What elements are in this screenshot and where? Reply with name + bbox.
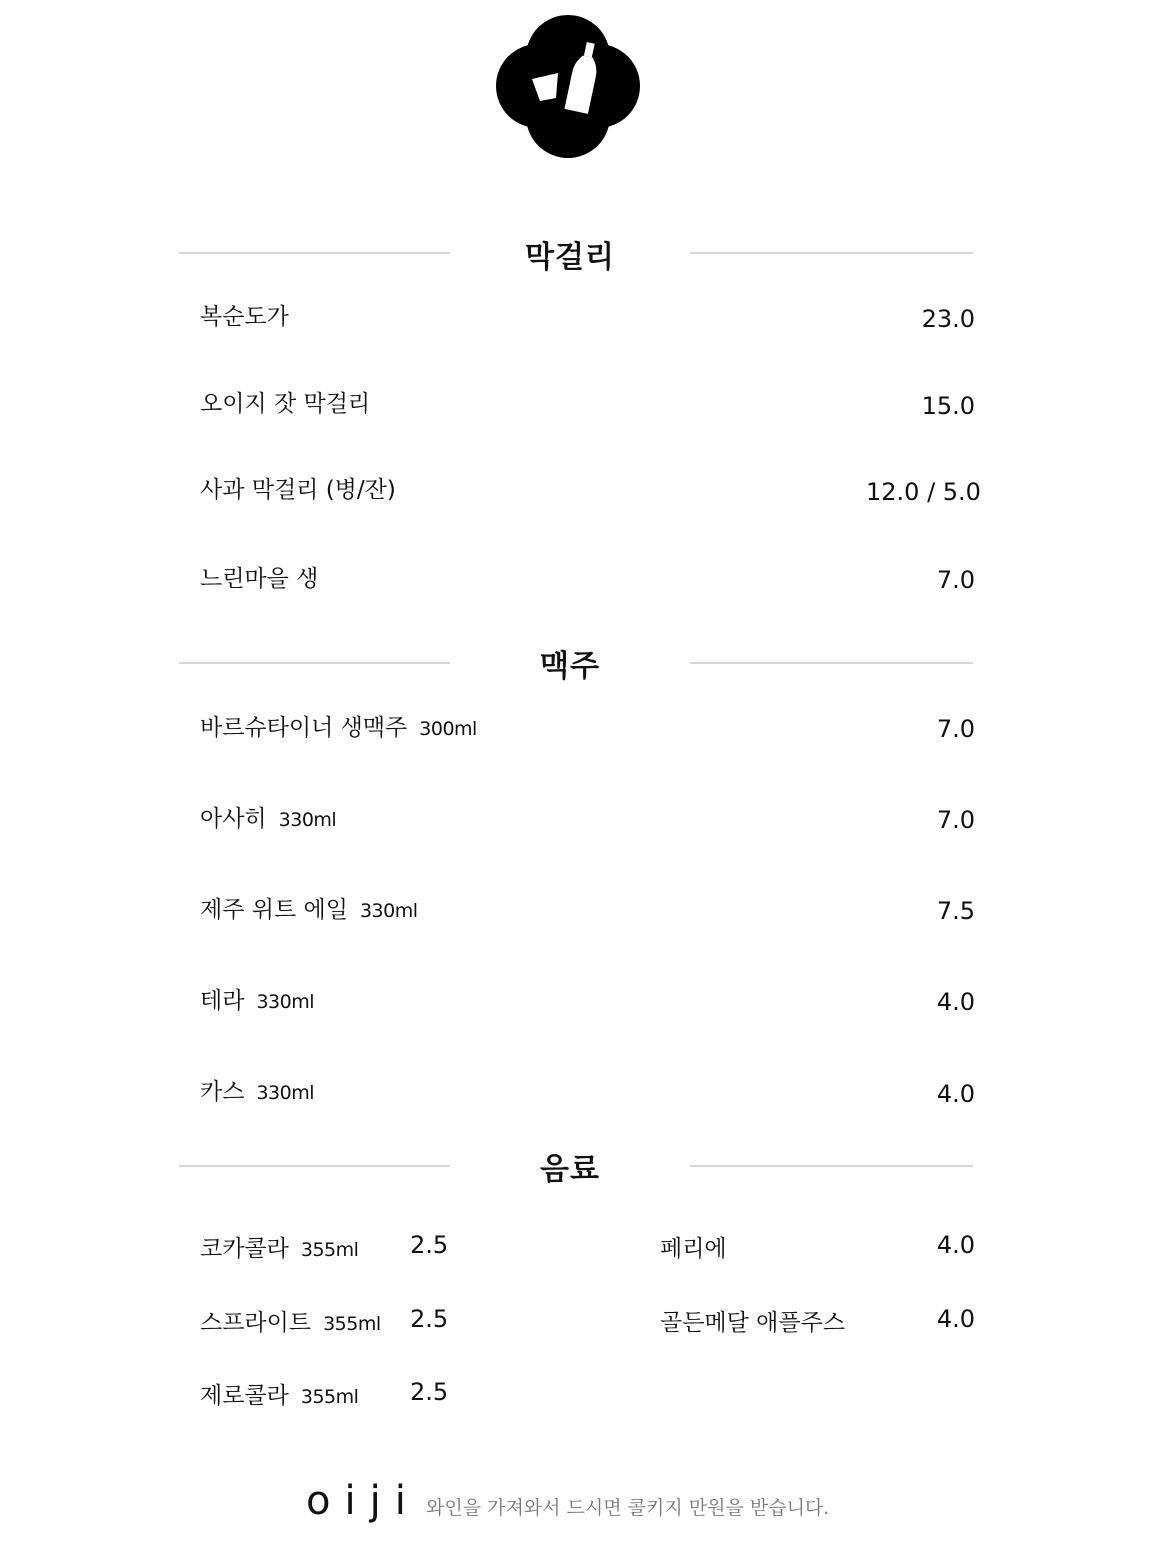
menu-item-price: 15.0	[921, 392, 975, 420]
section-title-makgeolli: 막걸리	[525, 240, 615, 275]
menu-item-label: 제로콜라	[200, 1383, 289, 1409]
menu-item-volume: 355ml	[300, 1386, 359, 1408]
menu-item-label: 제주 위트 에일	[200, 897, 348, 923]
menu-item-name	[200, 1304, 381, 1337]
menu-item-volume: 330ml	[256, 991, 314, 1013]
menu-item-price: 7.5	[936, 897, 975, 925]
menu-item-volume: 300ml	[419, 718, 477, 740]
menu-item-name: 사과 막걸리 (병/잔)	[200, 477, 396, 503]
menu-item-name: 페리에	[660, 1236, 727, 1262]
section-divider-left	[179, 1165, 450, 1167]
menu-item-name	[200, 891, 418, 924]
logo-glass-and-bottle-icon	[494, 12, 642, 160]
section-divider-right	[690, 1165, 973, 1167]
menu-item-volume: 330ml	[359, 900, 418, 922]
menu-item-price: 12.0 / 5.0	[866, 478, 981, 506]
menu-item-price: 4.0	[936, 1305, 975, 1333]
section-divider-right	[690, 252, 973, 254]
menu-item-price: 4.0	[936, 1231, 975, 1259]
section-divider-left	[179, 252, 450, 254]
menu-item-label: 아사히	[200, 806, 267, 832]
menu-item-name: 오이지 잣 막걸리	[200, 391, 371, 417]
section-title-beer: 맥주	[540, 649, 600, 684]
menu-item-name	[200, 1073, 314, 1106]
menu-item-label: 스프라이트	[200, 1310, 312, 1336]
menu-item-price: 2.5	[410, 1305, 449, 1333]
section-divider-right	[690, 662, 973, 664]
menu-item-label: 카스	[200, 1079, 245, 1105]
menu-item-price: 2.5	[410, 1378, 449, 1406]
footer-corkage-note: 와인을 가져와서 드시면 콜키지 만원을 받습니다.	[426, 1497, 830, 1519]
menu-item-price: 23.0	[921, 305, 975, 333]
section-title-drinks: 음료	[540, 1152, 600, 1187]
menu-item-name	[200, 982, 314, 1015]
menu-item-name: 복순도가	[200, 304, 289, 330]
menu-item-label: 테라	[200, 988, 245, 1014]
menu-item-name: 느린마을 생	[200, 566, 319, 592]
menu-item-name	[200, 800, 336, 833]
menu-item-price: 4.0	[936, 1080, 975, 1108]
menu-item-price: 7.0	[936, 715, 975, 743]
menu-item-name	[200, 709, 477, 742]
menu-item-volume: 330ml	[256, 1082, 314, 1104]
menu-item-label: 바르슈타이너 생맥주	[200, 715, 408, 741]
menu-item-label: 코카콜라	[200, 1236, 289, 1262]
menu-item-price: 7.0	[936, 806, 975, 834]
footer-brand: oiji	[306, 1478, 420, 1524]
menu-item-volume: 355ml	[323, 1313, 381, 1335]
section-divider-left	[179, 662, 450, 664]
menu-item-price: 4.0	[936, 988, 975, 1016]
menu-item-name: 골든메달 애플주스	[660, 1310, 846, 1336]
menu-item-name	[200, 1377, 358, 1410]
menu-item-volume: 330ml	[278, 809, 337, 831]
menu-item-volume: 355ml	[300, 1239, 359, 1261]
menu-item-price: 7.0	[936, 566, 975, 594]
menu-item-name	[200, 1230, 358, 1263]
menu-item-price: 2.5	[410, 1231, 449, 1259]
